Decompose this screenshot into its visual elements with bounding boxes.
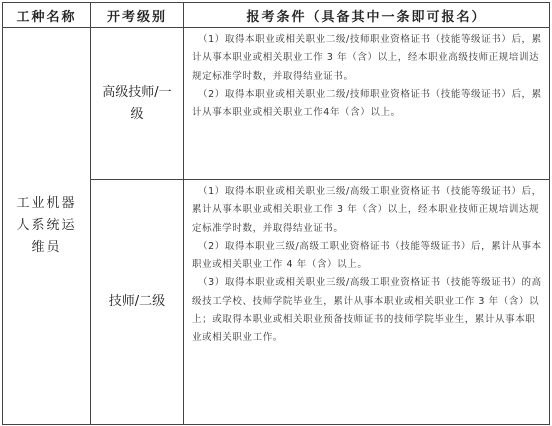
condition-item: （1）取得本职业或相关职业二级/技师职业资格证书（技能等级证书）后，累计从事本职业或相关职业工作 3 年（含）以上，经本职业高级技师正规培训达规定标准学时数，并取得结业证书。 xyxy=(192,34,542,82)
condition-item: （3）取得本职业或相关职业三级/高级工职业资格证书（技能等级证书）的高级技工学校、技师学院毕业生，累计从事本职业或相关职业工作 3 年（含）以上；或取得本职业或相关职业预备技师证书的技师学院毕业生，累计从事本职业或相关职业工作。 xyxy=(192,277,542,344)
conditions-cell-senior-technician xyxy=(184,28,550,180)
table-body xyxy=(3,28,550,425)
level-cell-technician: 技师/二级 xyxy=(91,180,184,425)
header-conditions: 报考条件（具备其中一条即可报名） xyxy=(184,3,550,28)
condition-item: （2）取得本职业三级/高级工职业资格证书（技能等级证书）后，累计从事本职业或相关职业工作 4 年（含）以上。 xyxy=(192,240,542,271)
header-occupation: 工种名称 xyxy=(3,3,91,28)
condition-item: （2）取得本职业或相关职业二级/技师职业资格证书（技能等级证书）后，累计从事本职业或相关职业工作4年（含）以上。 xyxy=(192,88,542,119)
requirements-table xyxy=(2,2,550,425)
table-row xyxy=(3,28,550,180)
conditions-cell-technician xyxy=(184,180,550,425)
header-level: 开考级别 xyxy=(91,3,184,28)
table-header xyxy=(3,3,550,28)
level-cell-senior-technician: 高级技师/一级 xyxy=(91,28,184,180)
header-row xyxy=(3,3,550,28)
condition-item: （1）取得本职业或相关职业三级/高级工职业资格证书（技能等级证书）后，累计从事本职业或相关职业工作 3 年（含）以上，经本职业技师正规培训达规定标准学时数，并取得结业证书。 xyxy=(192,186,542,234)
occupation-cell: 工业机器人系统运维员 xyxy=(3,28,91,425)
